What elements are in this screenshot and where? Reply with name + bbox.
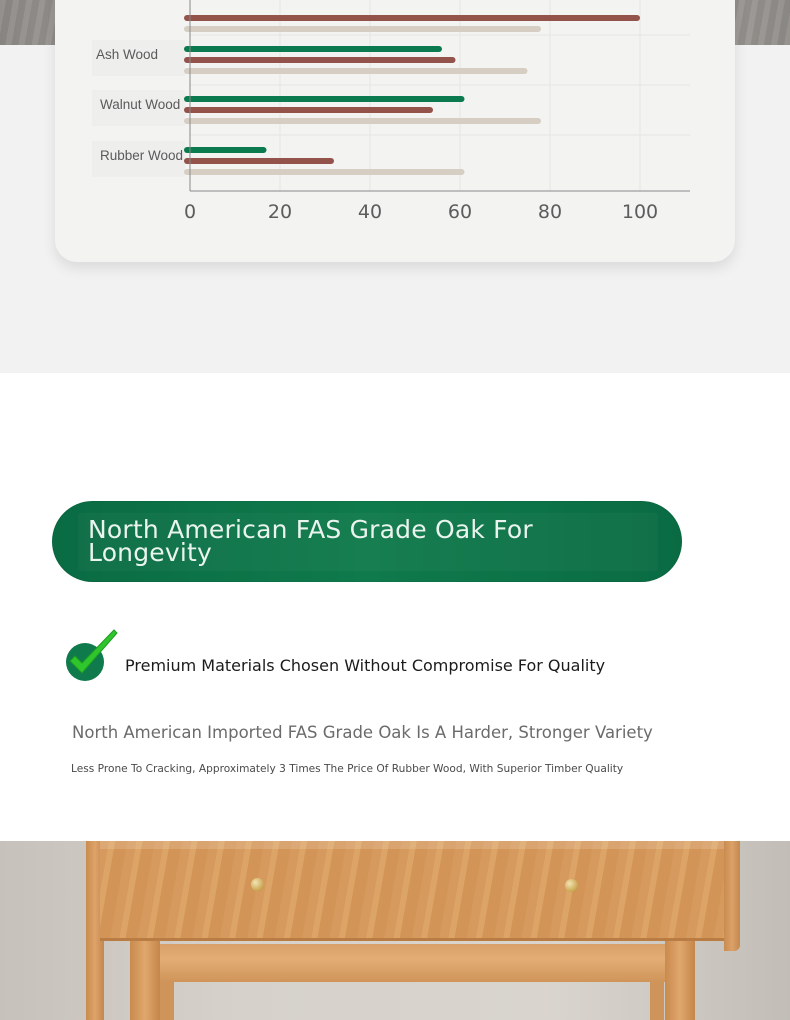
chart-bar (184, 15, 640, 21)
x-tick-label: 20 (267, 201, 293, 223)
chart-section (0, 0, 790, 373)
chart-bar (184, 158, 334, 164)
drawer-knob-right (565, 879, 578, 892)
feature-headline: Premium Materials Chosen Without Compromise For Quality (125, 656, 606, 675)
banner-title: North American FAS Grade Oak For Longevity (88, 515, 533, 567)
check-icon (62, 629, 120, 687)
nightstand-drawer (100, 841, 726, 941)
nightstand-leg-right (665, 941, 695, 1020)
chart-bar (184, 68, 528, 74)
category-label: Ash Wood (96, 47, 159, 62)
chart-bar (184, 147, 267, 153)
feature-subheading: North American Imported FAS Grade Oak Is A Harder, Stronger Variety (72, 723, 653, 742)
x-tick-label: 0 (183, 201, 197, 223)
drawer-knob-left (251, 878, 264, 891)
chart-bar (184, 46, 442, 52)
x-tick-label: 40 (357, 201, 383, 223)
chart-bar (184, 169, 465, 175)
nightstand-inner-leg-right (650, 981, 664, 1020)
chart-bar (184, 96, 465, 102)
category-label: Walnut Wood (100, 97, 181, 112)
feature-detail: Less Prone To Cracking, Approximately 3 Times The Price Of Rubber Wood, With Superior Timber Quality (71, 763, 624, 775)
feature-section (0, 373, 790, 841)
nightstand-inner-leg-left (160, 981, 174, 1020)
chart-bar (184, 26, 541, 32)
category-label: Rubber Wood (100, 148, 184, 163)
chart-bar (184, 118, 541, 124)
x-tick-label: 80 (537, 201, 563, 223)
section-banner (52, 501, 682, 582)
nightstand-leg-left (130, 941, 160, 1020)
x-tick-label: 60 (447, 201, 473, 223)
nightstand-right-post (724, 841, 740, 951)
hardness-bar-chart (55, 0, 735, 262)
nightstand-rail (160, 944, 666, 982)
chart-bar (184, 57, 456, 63)
nightstand-photo (0, 841, 790, 1020)
x-tick-label: 100 (621, 201, 659, 223)
feature-headline-row (62, 629, 640, 691)
chart-card (55, 0, 735, 262)
chart-bar (184, 107, 433, 113)
